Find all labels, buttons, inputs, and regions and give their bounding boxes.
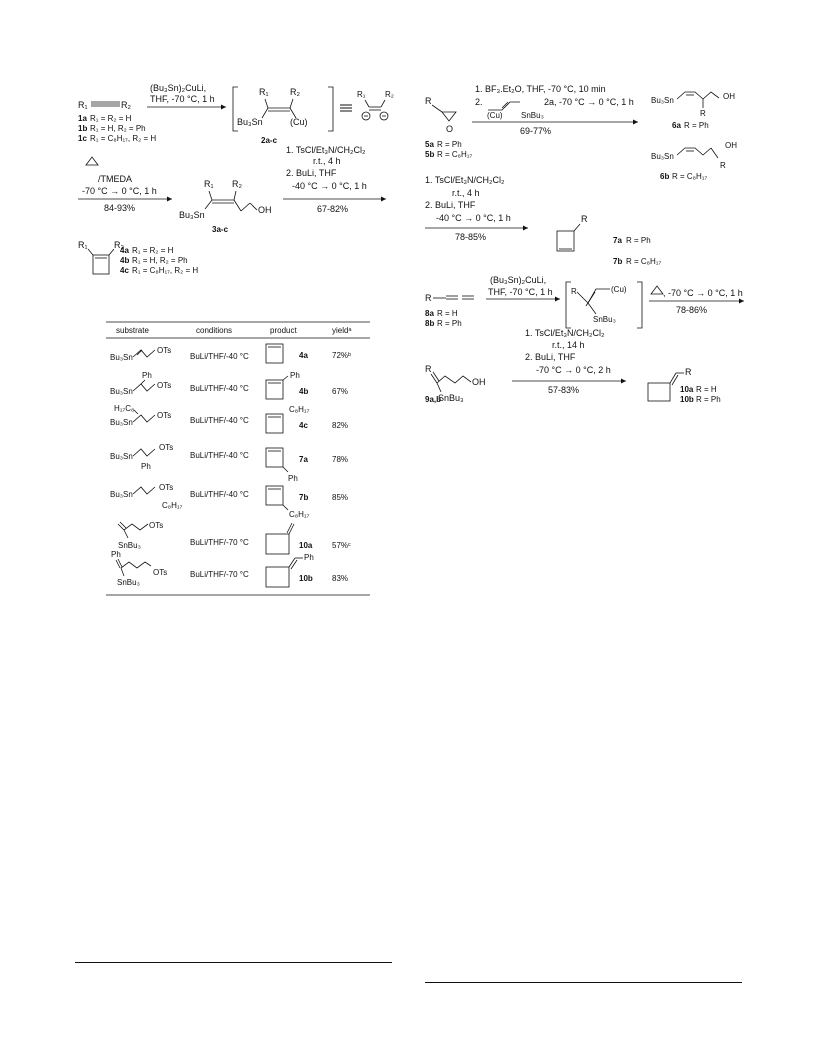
- results-table: [106, 322, 370, 595]
- step3-yield: 67-82%: [317, 204, 349, 214]
- label-8a: 8a: [425, 309, 434, 318]
- label-5b: 5b: [425, 150, 435, 159]
- sub-1c: R₁ = C₈H₁₇, R₂ = H: [90, 134, 157, 143]
- sub-ots: OTs: [159, 483, 174, 492]
- s2b-l4: -40 °C → 0 °C, 1 h: [436, 213, 511, 223]
- label-4c: 4c: [120, 266, 129, 275]
- int-bu3sn: Bu₃Sn: [237, 117, 263, 127]
- epox-o: O: [446, 124, 454, 134]
- s3-st-l3: 2. BuLi, THF: [525, 352, 576, 362]
- row-yield: 72%ᵇ: [332, 351, 352, 360]
- step3-l3: 2. BuLi, THF: [286, 168, 337, 178]
- scheme-2: [425, 84, 737, 266]
- dianion-r2: R₂: [385, 90, 394, 99]
- ethylene-oxide-icon: [651, 286, 663, 294]
- table-row: [110, 344, 351, 363]
- sub-bu3sn: Bu₃Sn: [110, 490, 133, 499]
- label-4a: 4a: [120, 246, 129, 255]
- s2-l2a: 2.: [475, 97, 483, 107]
- reagent-1-line2: THF, -70 °C, 1 h: [150, 94, 215, 104]
- label-1a: 1a: [78, 114, 87, 123]
- label-2ac: 2a-c: [261, 136, 278, 145]
- p7-r: R: [581, 214, 588, 224]
- p9-r: R: [425, 364, 432, 374]
- s3-reag-l1: (Bu₃Sn)₂CuLi,: [490, 275, 547, 285]
- table-header-substrate: substrate: [116, 326, 149, 335]
- p6b-bu3sn: Bu₃Sn: [651, 152, 674, 161]
- sub-ots: OTs: [157, 346, 172, 355]
- sub-8b: R = Ph: [437, 319, 462, 328]
- epox-r: R: [425, 96, 432, 106]
- sub-h17c8: H₁₇C₈: [114, 404, 135, 413]
- step2-yield: 84-93%: [104, 203, 136, 213]
- int-cu: (Cu): [290, 117, 308, 127]
- prod-6a: R = Ph: [684, 121, 709, 130]
- label-9ab: 9a,b: [425, 395, 442, 404]
- step2-cond: -70 °C → 0 °C, 1 h: [82, 186, 157, 196]
- step3-l2: r.t., 4 h: [313, 156, 341, 166]
- row-cond: BuLi/THF/-40 °C: [190, 352, 249, 361]
- step2-reagent: /TMEDA: [98, 174, 133, 184]
- row-yield: 78%: [332, 455, 349, 464]
- sub-5b: R = C₈H₁₇: [437, 150, 473, 159]
- step3-l1: 1. TsCl/Et₃N/CH₂Cl₂: [286, 145, 366, 155]
- table-header-yield: yieldᵃ: [332, 326, 352, 335]
- row-product: 10a: [299, 541, 313, 550]
- row-cond: BuLi/THF/-40 °C: [190, 451, 249, 460]
- row-cond: BuLi/THF/-40 °C: [190, 416, 249, 425]
- row-yield: 85%: [332, 493, 349, 502]
- row-cond: BuLi/THF/-70 °C: [190, 538, 249, 547]
- s3-st-l4: -70 °C → 0 °C, 2 h: [536, 365, 611, 375]
- int-r2: R₂: [290, 87, 300, 97]
- p10-r: R: [685, 367, 692, 377]
- prod-c8h17: C₈H₁₇: [289, 510, 310, 519]
- s3-st-l1: 1. TsCl/Et₃N/CH₂Cl₂: [525, 328, 605, 338]
- int-r1: R₁: [259, 87, 269, 97]
- sub-c8h17: C₈H₁₇: [162, 501, 183, 510]
- hom-bu3sn: Bu₃Sn: [179, 210, 205, 220]
- reagent-1-line1: (Bu₃Sn)₂CuLi,: [150, 83, 207, 93]
- table-row: [110, 404, 348, 433]
- prod-4c: R₁ = C₈H₁₇, R₂ = H: [132, 266, 199, 275]
- table-header-conditions: conditions: [196, 326, 233, 335]
- sub-bu3sn: Bu₃Sn: [110, 387, 133, 396]
- row-cond: BuLi/THF/-40 °C: [190, 490, 249, 499]
- s3-ep-yield: 78-86%: [676, 305, 708, 315]
- s3-int-snbu3: SnBu₃: [593, 315, 616, 324]
- sub-ots: OTs: [149, 521, 164, 530]
- s2-l2b: 2a, -70 °C → 0 °C, 1 h: [544, 97, 634, 107]
- row-product: 4a: [299, 351, 308, 360]
- table-row: [110, 483, 348, 519]
- prod-10a: R = H: [696, 385, 717, 394]
- sub-5a: R = Ph: [437, 140, 462, 149]
- table-row: [118, 521, 351, 554]
- left-footnote-rule: [75, 962, 392, 963]
- row-cond: BuLi/THF/-40 °C: [190, 384, 249, 393]
- prod-ph: Ph: [304, 553, 314, 562]
- sub-ots: OTs: [157, 381, 172, 390]
- alkyne-r2: R₂: [121, 100, 131, 110]
- sub-ots: OTs: [153, 568, 168, 577]
- scheme-3: [425, 275, 744, 404]
- sub-bu3sn: Bu₃Sn: [110, 418, 133, 427]
- prod-c8h17: C₈H₁₇: [289, 405, 310, 414]
- row-product: 10b: [299, 574, 313, 583]
- s3-reag-l2: THF, -70 °C, 1 h: [488, 287, 553, 297]
- sub-ots: OTs: [157, 411, 172, 420]
- row-yield: 83%: [332, 574, 349, 583]
- sub-ph: Ph: [141, 462, 151, 471]
- allene-r: R: [425, 293, 432, 303]
- label-7b: 7b: [613, 257, 623, 266]
- p6a-oh: OH: [723, 92, 735, 101]
- sub-ph: Ph: [142, 371, 152, 380]
- label-6b: 6b: [660, 172, 670, 181]
- p9-snbu3: SnBu₃: [438, 393, 464, 403]
- p6b-r: R: [720, 161, 726, 170]
- prod-ph: Ph: [290, 371, 300, 380]
- label-5a: 5a: [425, 140, 434, 149]
- prod-10b: R = Ph: [696, 395, 721, 404]
- sub-snbu3: SnBu₃: [118, 541, 141, 550]
- row-yield: 67%: [332, 387, 349, 396]
- sub-ots: OTs: [159, 443, 174, 452]
- prod-4b: R₁ = H, R₂ = Ph: [132, 256, 188, 265]
- label-1b: 1b: [78, 124, 88, 133]
- label-7a: 7a: [613, 236, 622, 245]
- s2-snbu3: SnBu₃: [521, 111, 544, 120]
- hom-oh: OH: [258, 205, 272, 215]
- s3-int-cu: (Cu): [611, 285, 627, 294]
- step3-l4: -40 °C → 0 °C, 1 h: [292, 181, 367, 191]
- label-1c: 1c: [78, 134, 87, 143]
- scheme-1: [78, 83, 394, 275]
- label-10a: 10a: [680, 385, 694, 394]
- label-4b: 4b: [120, 256, 130, 265]
- s3-st-l2: r.t., 14 h: [552, 340, 585, 350]
- sub-1b: R₁ = H, R₂ = Ph: [90, 124, 146, 133]
- cb-r2: R₂: [114, 240, 124, 250]
- cb-r1: R₁: [78, 240, 88, 250]
- s3-int-r: R: [571, 287, 577, 296]
- right-footnote-rule: [425, 982, 742, 983]
- table-row: [111, 550, 348, 587]
- prod-7a: R = Ph: [626, 236, 651, 245]
- prod-ph: Ph: [288, 474, 298, 483]
- row-product: 4b: [299, 387, 309, 396]
- row-yield: 57%ᶜ: [332, 541, 351, 550]
- sub-bu3sn: Bu₃Sn: [110, 353, 133, 362]
- s2-yield: 69-77%: [520, 126, 552, 136]
- sub-ph: Ph: [111, 550, 121, 559]
- p9-oh: OH: [472, 377, 486, 387]
- s2-cu: (Cu): [487, 111, 503, 120]
- hom-r1: R₁: [204, 179, 214, 189]
- sub-8a: R = H: [437, 309, 458, 318]
- s3-ep-cond: , -70 °C → 0 °C, 1 h: [663, 288, 743, 298]
- alkyne-r1: R₁: [78, 100, 88, 110]
- ethylene-oxide-icon: [86, 157, 98, 165]
- p6b-oh: OH: [725, 141, 737, 150]
- prod-7b: R = C₈H₁₇: [626, 257, 662, 266]
- sub-1a: R₁ = R₂ = H: [90, 114, 132, 123]
- table-row: [110, 443, 348, 483]
- dianion-r1: R₁: [357, 90, 366, 99]
- s2-l1: 1. BF₃.Et₂O, THF, -70 °C, 10 min: [475, 84, 606, 94]
- p6a-r: R: [700, 109, 706, 118]
- row-product: 7b: [299, 493, 309, 502]
- s2b-l1: 1. TsCl/Et₃N/CH₂Cl₂: [425, 175, 505, 185]
- table-header-product: product: [270, 326, 297, 335]
- table-row: [110, 371, 348, 399]
- s2b-l2: r.t., 4 h: [452, 188, 480, 198]
- sub-bu3sn: Bu₃Sn: [110, 452, 133, 461]
- p6a-bu3sn: Bu₃Sn: [651, 96, 674, 105]
- row-product: 4c: [299, 421, 308, 430]
- label-8b: 8b: [425, 319, 435, 328]
- s2b-l3: 2. BuLi, THF: [425, 200, 476, 210]
- row-cond: BuLi/THF/-70 °C: [190, 570, 249, 579]
- hom-r2: R₂: [232, 179, 242, 189]
- row-product: 7a: [299, 455, 308, 464]
- label-3ac: 3a-c: [212, 225, 229, 234]
- sub-snbu3: SnBu₃: [117, 578, 140, 587]
- prod-6b: R = C₈H₁₇: [672, 172, 708, 181]
- s2b-yield: 78-85%: [455, 232, 487, 242]
- row-yield: 82%: [332, 421, 349, 430]
- s3-st-yield: 57-83%: [548, 385, 580, 395]
- label-6a: 6a: [672, 121, 681, 130]
- label-10b: 10b: [680, 395, 694, 404]
- prod-4a: R₁ = R₂ = H: [132, 246, 174, 255]
